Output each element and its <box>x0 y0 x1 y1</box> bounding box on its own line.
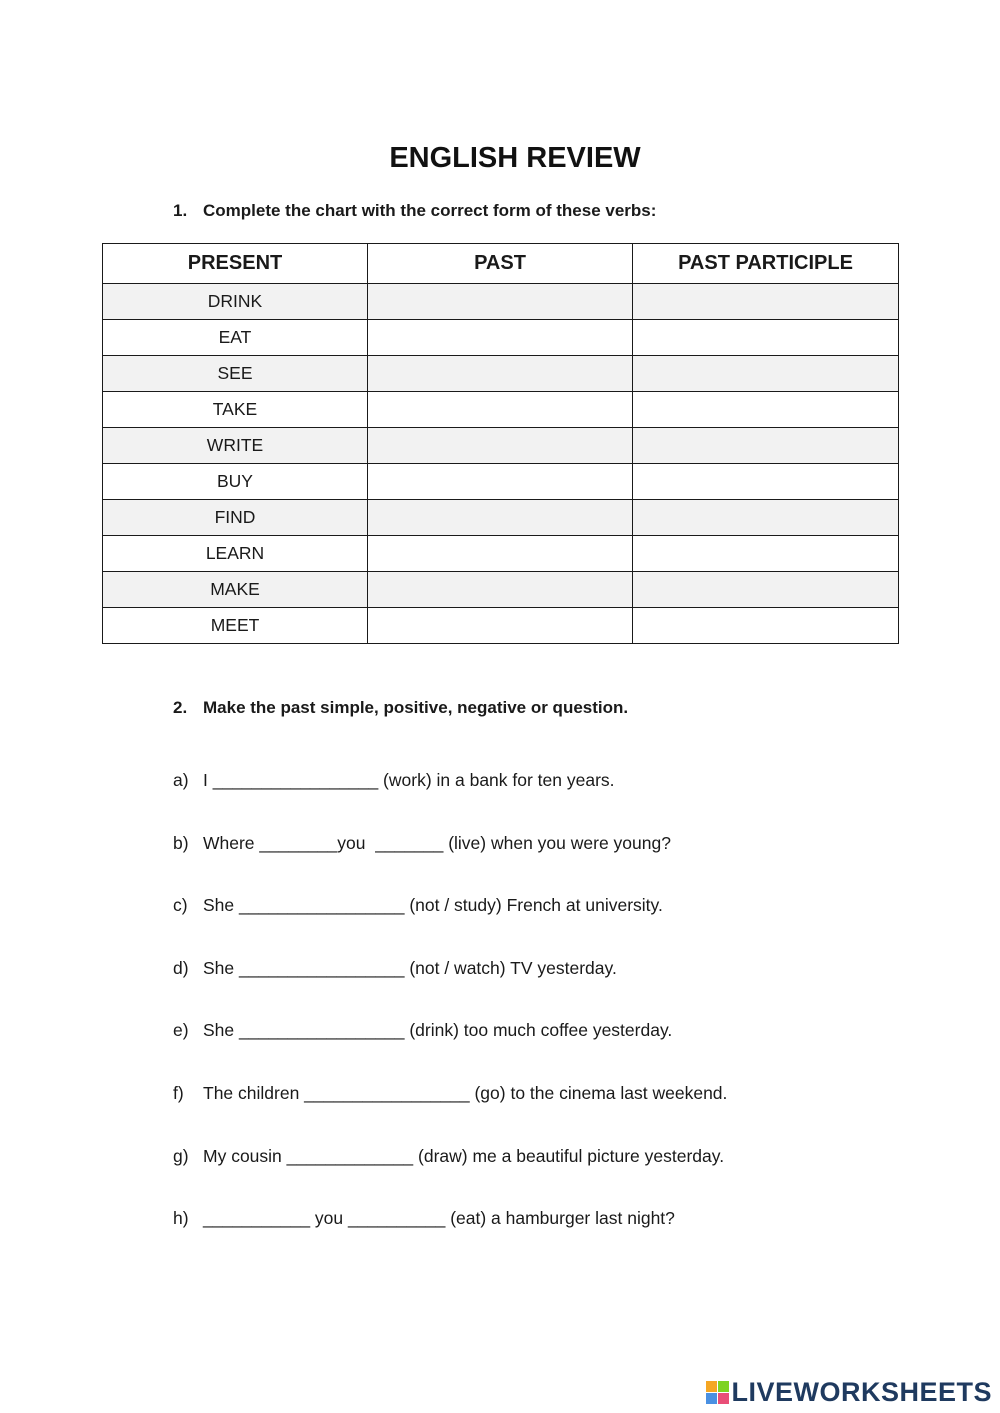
list-item <box>173 1018 727 1081</box>
header-past: PAST <box>368 244 633 284</box>
past-answer-cell[interactable] <box>368 284 633 320</box>
liveworksheets-watermark <box>706 1377 992 1408</box>
past-answer-cell[interactable] <box>368 500 633 536</box>
past-answer-cell[interactable] <box>368 320 633 356</box>
logo-tile-icon <box>706 1381 717 1392</box>
table-row <box>103 284 899 320</box>
section-2-number: 2. <box>173 698 188 717</box>
past-participle-answer-cell[interactable] <box>633 356 899 392</box>
present-cell: WRITE <box>103 428 368 464</box>
present-cell: SEE <box>103 356 368 392</box>
past-answer-cell[interactable] <box>368 428 633 464</box>
header-present: PRESENT <box>103 244 368 284</box>
table-row <box>103 428 899 464</box>
list-item <box>173 1144 727 1207</box>
list-item <box>173 893 727 956</box>
table-row <box>103 320 899 356</box>
logo-tile-icon <box>718 1393 729 1404</box>
logo-tile-icon <box>718 1381 729 1392</box>
past-participle-answer-cell[interactable] <box>633 464 899 500</box>
list-item <box>173 1081 727 1144</box>
exercise-text: My cousin _____________ (draw) me a beautiful picture yesterday. <box>203 1145 725 1166</box>
past-answer-cell[interactable] <box>368 392 633 428</box>
exercise-text: She _________________ (not / watch) TV yesterday. <box>203 957 617 978</box>
list-item <box>173 768 727 831</box>
section-2-instruction <box>173 698 628 718</box>
present-cell: EAT <box>103 320 368 356</box>
past-answer-cell[interactable] <box>368 572 633 608</box>
section-1-text: Complete the chart with the correct form of these verbs: <box>203 201 657 220</box>
past-participle-answer-cell[interactable] <box>633 536 899 572</box>
section-1-instruction <box>173 201 656 221</box>
present-cell: TAKE <box>103 392 368 428</box>
past-participle-answer-cell[interactable] <box>633 572 899 608</box>
logo-tile-icon <box>706 1393 717 1404</box>
exercise-text: I _________________ (work) in a bank for ten years. <box>203 770 615 790</box>
list-item <box>173 1206 727 1269</box>
past-answer-cell[interactable] <box>368 608 633 644</box>
table-row <box>103 392 899 428</box>
list-item <box>173 831 727 894</box>
exercise-letter: e) <box>173 1020 189 1041</box>
exercise-text: The children _________________ (go) to the cinema last weekend. <box>203 1082 728 1103</box>
past-answer-cell[interactable] <box>368 356 633 392</box>
exercise-letter: d) <box>173 957 189 978</box>
past-answer-cell[interactable] <box>368 536 633 572</box>
table-row <box>103 464 899 500</box>
past-participle-answer-cell[interactable] <box>633 428 899 464</box>
exercise-letter: c) <box>173 895 188 916</box>
exercise-text: She _________________ (drink) too much coffee yesterday. <box>203 1020 673 1041</box>
table-row <box>103 536 899 572</box>
present-cell: LEARN <box>103 536 368 572</box>
verb-forms-table <box>102 243 899 644</box>
present-cell: MAKE <box>103 572 368 608</box>
brand-text: LIVEWORKSHEETS <box>731 1377 992 1407</box>
present-cell: MEET <box>103 608 368 644</box>
exercise-letter: g) <box>173 1145 189 1166</box>
table-header-row <box>103 244 899 284</box>
present-cell: DRINK <box>103 284 368 320</box>
exercise-text: Where ________you _______ (live) when you were young? <box>203 832 671 853</box>
exercise-list <box>173 768 727 1269</box>
page-title: ENGLISH REVIEW <box>389 142 641 174</box>
past-answer-cell[interactable] <box>368 464 633 500</box>
table-row <box>103 356 899 392</box>
past-participle-answer-cell[interactable] <box>633 284 899 320</box>
section-2-text: Make the past simple, positive, negative or question. <box>203 698 629 717</box>
past-participle-answer-cell[interactable] <box>633 320 899 356</box>
past-participle-answer-cell[interactable] <box>633 392 899 428</box>
table-row <box>103 608 899 644</box>
table-row <box>103 500 899 536</box>
header-past-participle: PAST PARTICIPLE <box>633 244 899 284</box>
exercise-letter: h) <box>173 1208 189 1229</box>
exercise-text: She _________________ (not / study) French at university. <box>203 895 663 916</box>
exercise-letter: f) <box>173 1082 184 1103</box>
present-cell: BUY <box>103 464 368 500</box>
list-item <box>173 956 727 1019</box>
liveworksheets-logo-icon <box>706 1381 729 1404</box>
section-1-number: 1. <box>173 201 188 220</box>
past-participle-answer-cell[interactable] <box>633 500 899 536</box>
past-participle-answer-cell[interactable] <box>633 608 899 644</box>
exercise-text: ___________ you __________ (eat) a hamburger last night? <box>203 1208 675 1229</box>
table-row <box>103 572 899 608</box>
exercise-letter: a) <box>173 770 189 790</box>
exercise-letter: b) <box>173 832 189 853</box>
present-cell: FIND <box>103 500 368 536</box>
